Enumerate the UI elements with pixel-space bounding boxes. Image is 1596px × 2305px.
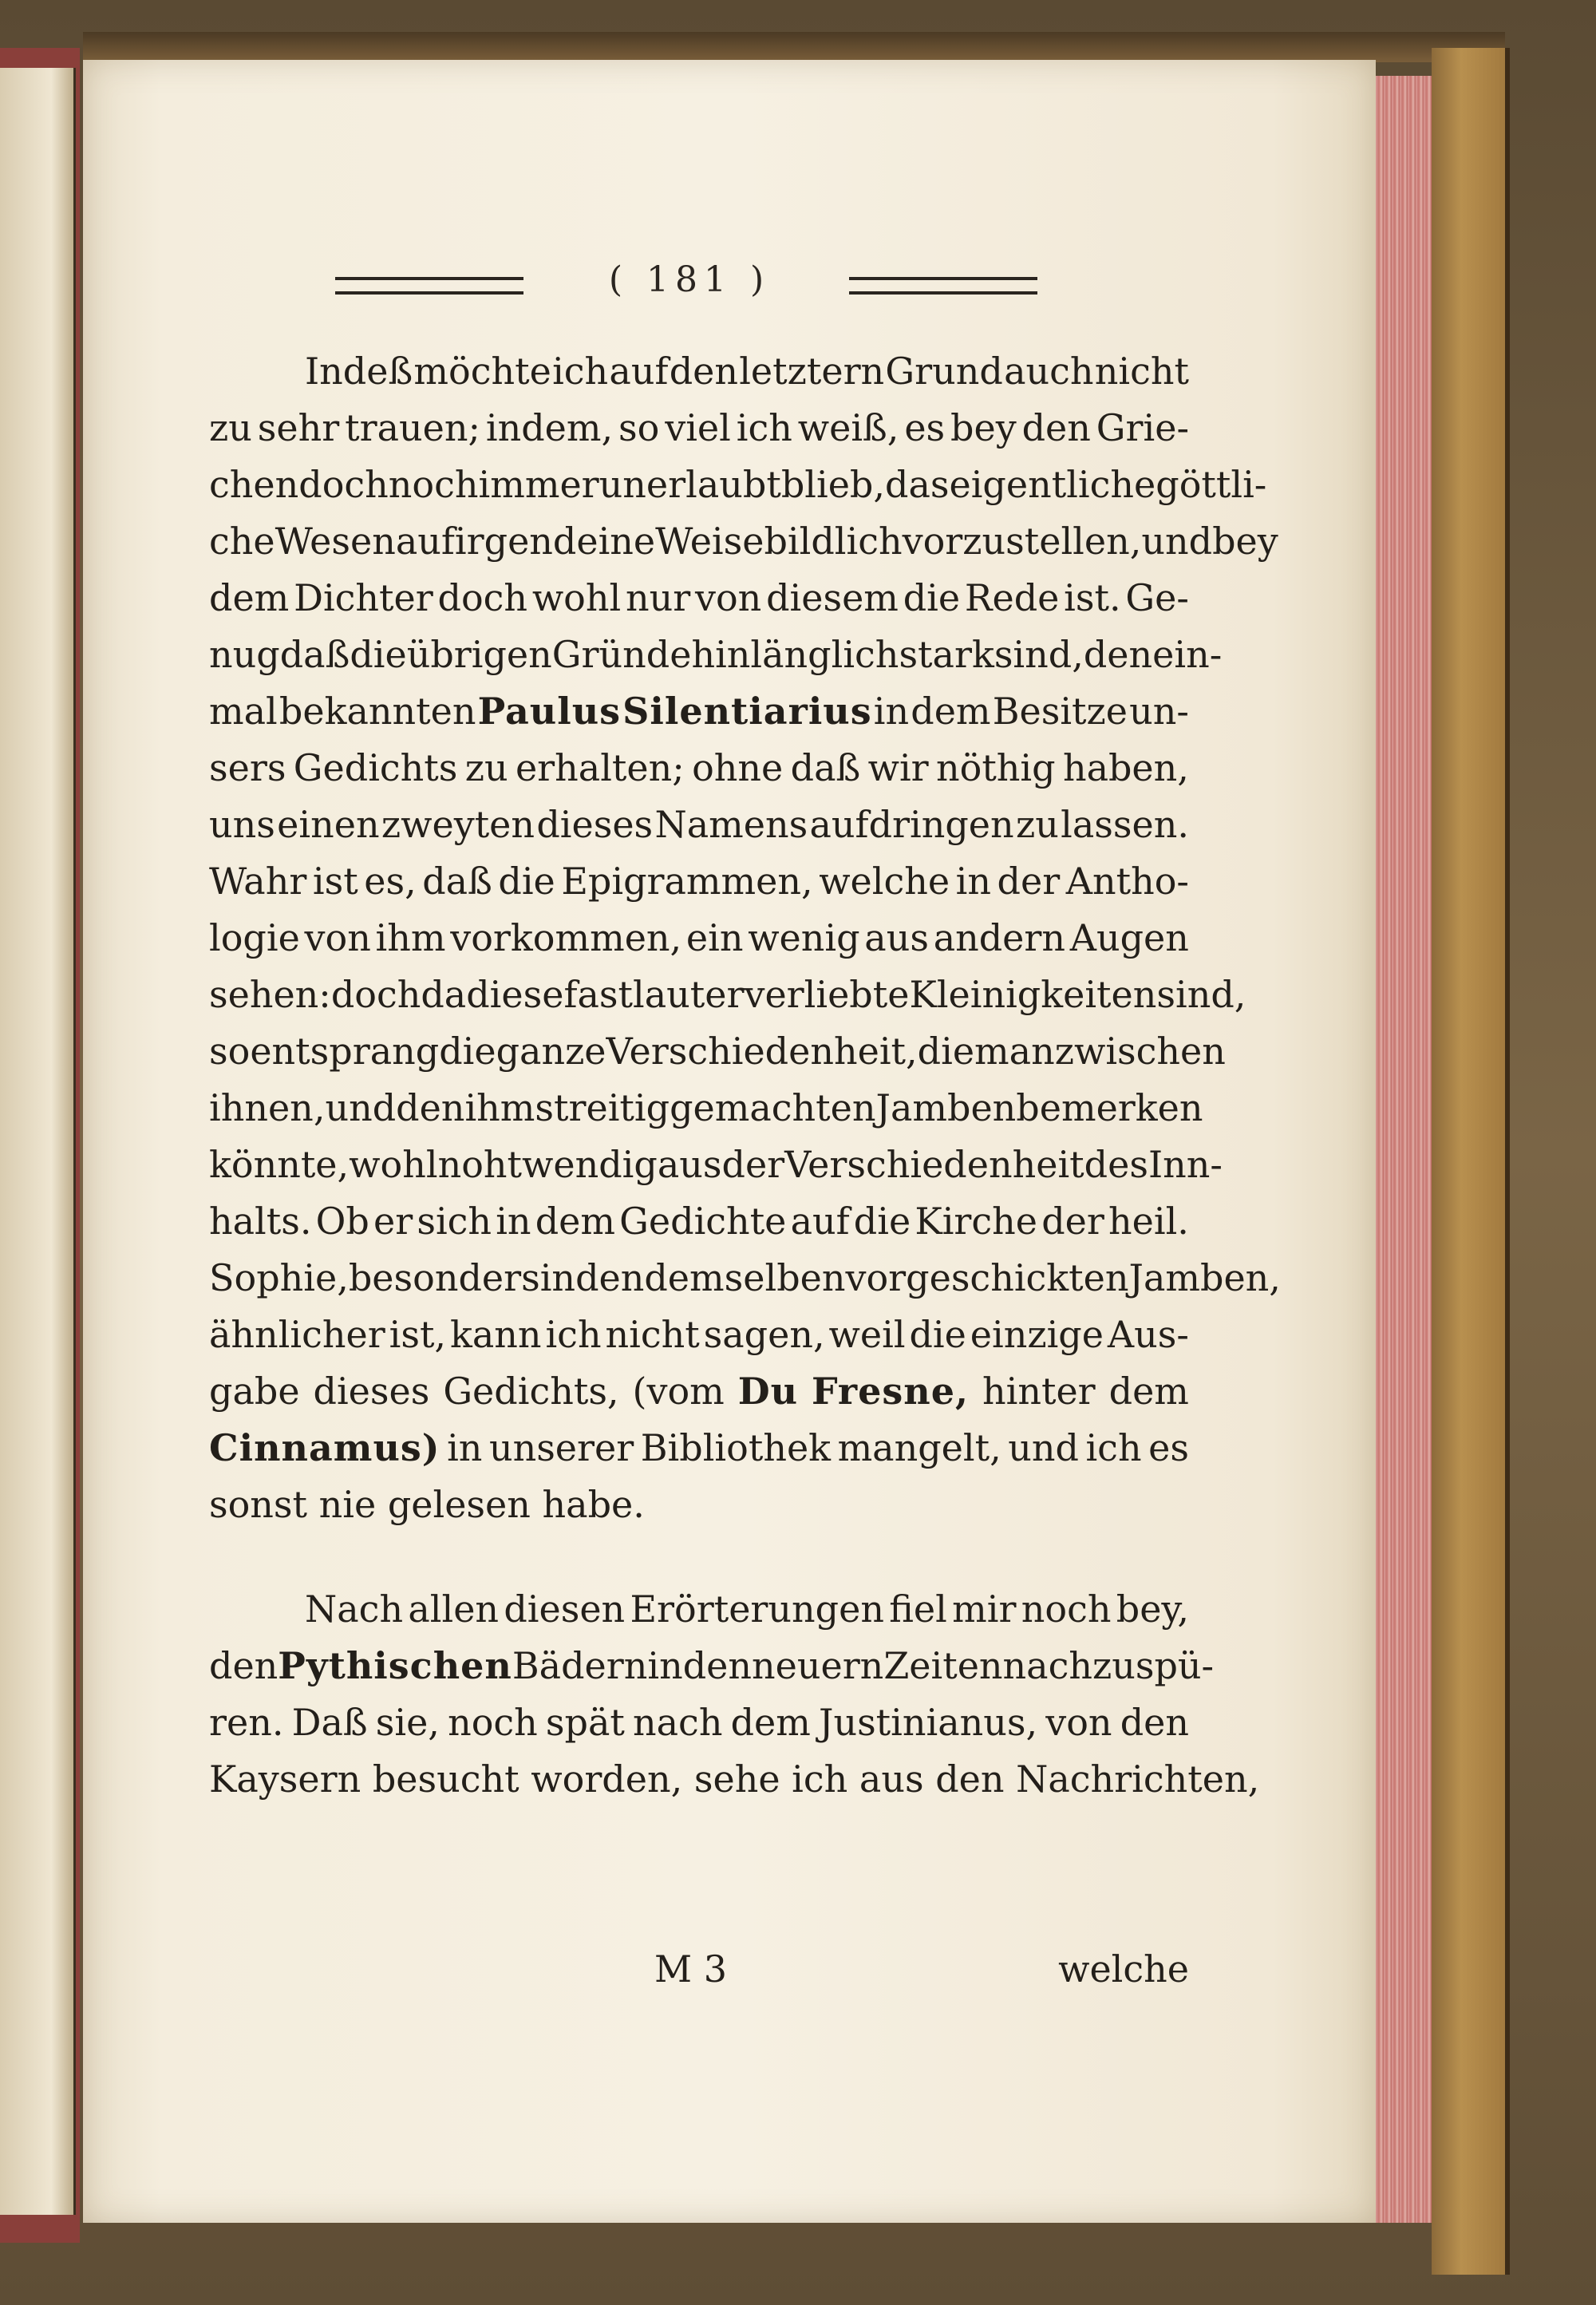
text-line: so entsprang die ganze Verschiedenheit, die man zwischen — [209, 1030, 1226, 1073]
signature-mark: M 3 — [654, 1947, 727, 1991]
text-line: Kaysern besucht worden, sehe ich aus den Nachrichten, — [209, 1757, 1260, 1801]
text-line: halts. Ob er sich in dem Gedichte auf die Kirche der heil. — [209, 1200, 1189, 1243]
page-number: ( 181 ) — [608, 259, 771, 300]
page-footer — [209, 1947, 1189, 2003]
text-line: mal bekannten Paulus Silentiarius in dem Besitze un- — [209, 690, 1189, 733]
text-line: sehen: doch da diese fast lauter verliebte Kleinigkeiten sind, — [209, 973, 1246, 1016]
text-line: sonst nie gelesen habe. — [209, 1483, 645, 1526]
right-cover-board — [1432, 48, 1510, 2275]
text-line: uns einen zweyten dieses Namens aufdringen zu lassen. — [209, 803, 1189, 846]
text-line: chen doch noch immer unerlaubt blieb, das eigentliche göttli- — [209, 463, 1267, 506]
header-rule-left — [335, 277, 523, 295]
body-text — [209, 343, 1281, 1808]
text-line: Sophie, besonders in den demselben vorgeschickten Jamben, — [209, 1256, 1281, 1299]
text-line: gabe dieses Gedichts, (vom Du Fresne, hinter dem — [209, 1370, 1189, 1413]
text-line: sers Gedichts zu erhalten; ohne daß wir nöthig haben, — [209, 746, 1189, 789]
page-header — [83, 259, 1376, 307]
text-line: könnte, wohl nohtwendig aus der Verschiedenheit des Inn- — [209, 1143, 1223, 1186]
red-page-edges — [1376, 76, 1432, 2223]
text-line: den Pythischen Bädern in den neuern Zeiten nachzuspü- — [209, 1644, 1215, 1687]
text-line: logie von ihm vorkommen, ein wenig aus andern Augen — [209, 916, 1189, 959]
text-line: Nach allen diesen Erörterungen fiel mir noch bey, — [305, 1587, 1189, 1631]
text-line: ähnlicher ist, kann ich nicht sagen, weil die einzige Aus- — [209, 1313, 1189, 1356]
text-line: Wahr ist es, daß die Epigrammen, welche in der Antho- — [209, 860, 1189, 903]
paragraph-gap — [209, 1533, 1189, 1581]
text-line: nug daß die übrigen Gründe hinlänglich stark sind, den ein- — [209, 633, 1223, 676]
text-line: ren. Daß sie, noch spät nach dem Justinianus, von den — [209, 1701, 1189, 1744]
header-rule-right — [849, 277, 1037, 295]
text-line: ihnen, und den ihm streitig gemachten Jamben bemerken — [209, 1086, 1203, 1129]
text-line: dem Dichter doch wohl nur von diesem die Rede ist. Ge- — [209, 576, 1189, 619]
left-page-edge — [0, 68, 76, 2215]
text-line: Indeß möchte ich auf den letztern Grund auch nicht — [305, 350, 1189, 393]
text-line: che Wesen auf irgend eine Weise bildlich vorzustellen, und bey — [209, 520, 1278, 563]
text-line: Cinnamus) in unserer Bibliothek mangelt, und ich es — [209, 1426, 1189, 1469]
cover-top-edge — [83, 32, 1505, 62]
catchword: welche — [1058, 1947, 1189, 1991]
text-line: zu sehr trauen; indem, so viel ich weiß, es bey den Grie- — [209, 406, 1189, 449]
